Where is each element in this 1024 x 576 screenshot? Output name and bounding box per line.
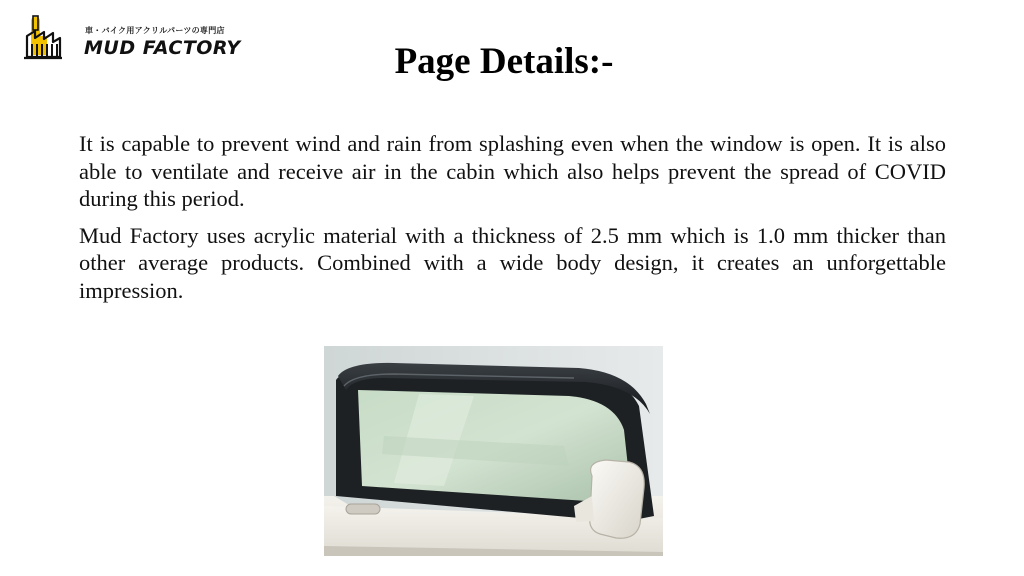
brand-wordmark: MUD FACTORY [84, 37, 241, 59]
paragraph-material: Mud Factory uses acrylic material with a thickness of 2.5 mm which is 1.0 mm thicker than other average products. Combined with a wide body design, it creates an unforgettable impression. [79, 222, 946, 303]
brand-tagline: 車・バイク用アクリルパーツの専門店 [85, 26, 225, 35]
page-title: Page Details:- [394, 41, 614, 82]
paragraph-wind-rain: It is capable to prevent wind and rain from splashing even when the window is open. It is also able to ventilate and receive air in the cabin which also helps prevent the spread of COVID during this period. [79, 131, 946, 211]
car-window-visor-photo [324, 346, 663, 556]
description-text [79, 130, 946, 313]
